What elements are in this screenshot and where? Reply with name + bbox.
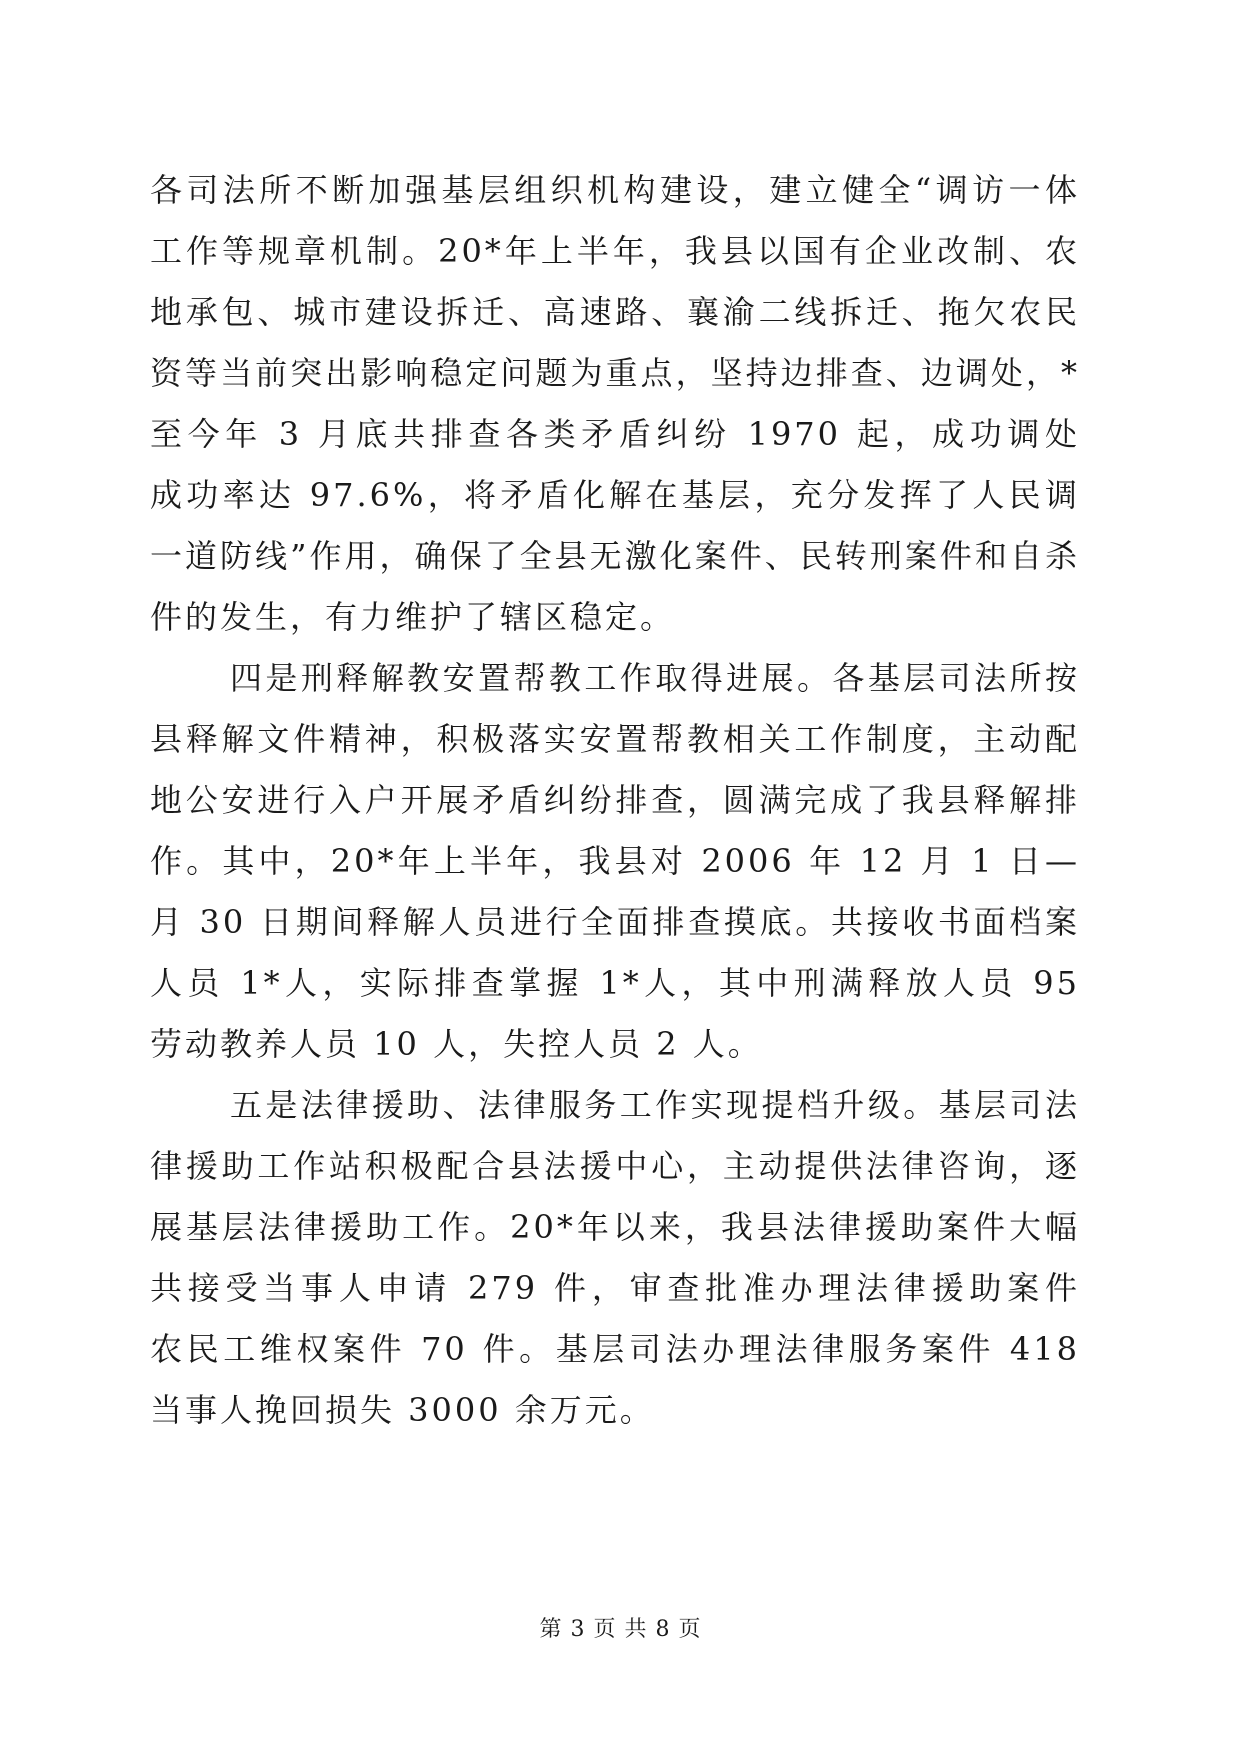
paragraph xyxy=(150,160,1080,648)
text-line: 成功率达 97.6%，将矛盾化解在基层，充分发挥了人民调 xyxy=(150,476,1080,514)
text-line: 五是法律援助、法律服务工作实现提档升级。基层司法 xyxy=(230,1086,1080,1124)
text-line: 工作等规章机制。20*年上半年，我县以国有企业改制、农 xyxy=(150,232,1080,270)
text-line: 地承包、城市建设拆迁、高速路、襄渝二线拆迁、拖欠农民 xyxy=(150,293,1080,331)
text-line: 展基层法律援助工作。20*年以来，我县法律援助案件大幅 xyxy=(150,1208,1080,1246)
text-line: 人员 1*人，实际排查掌握 1*人，其中刑满释放人员 95 xyxy=(150,964,1080,1002)
text-line: 当事人挽回损失 3000 余万元。 xyxy=(150,1391,655,1429)
text-line: 地公安进行入户开展矛盾纠纷排查，圆满完成了我县释解排 xyxy=(150,781,1080,819)
text-line: 各司法所不断加强基层组织机构建设，建立健全“调访一体 xyxy=(150,171,1080,209)
text-line: 作。其中，20*年上半年，我县对 2006 年 12 月 1 日— xyxy=(150,842,1080,880)
text-line: 资等当前突出影响稳定问题为重点，坚持边排查、边调处，* xyxy=(150,354,1080,392)
text-line: 四是刑释解教安置帮教工作取得进展。各基层司法所按 xyxy=(230,659,1080,697)
text-line: 月 30 日期间释解人员进行全面排查摸底。共接收书面档案 xyxy=(150,903,1080,941)
text-line: 农民工维权案件 70 件。基层司法办理法律服务案件 418 xyxy=(150,1330,1080,1368)
paragraph xyxy=(150,1075,1080,1441)
body-text xyxy=(150,160,1080,1441)
text-line: 至今年 3 月底共排查各类矛盾纠纷 1970 起，成功调处 xyxy=(150,415,1080,453)
page-number-footer: 第 3 页 共 8 页 xyxy=(539,1617,702,1642)
text-line: 律援助工作站积极配合县法援中心，主动提供法律咨询，逐 xyxy=(150,1147,1080,1185)
paragraph xyxy=(150,648,1080,1075)
text-line: 共接受当事人申请 279 件，审查批准办理法律援助案件 xyxy=(150,1269,1080,1307)
text-line: 县释解文件精神，积极落实安置帮教相关工作制度，主动配 xyxy=(150,720,1080,758)
text-line: 劳动教养人员 10 人，失控人员 2 人。 xyxy=(150,1025,763,1063)
text-line: 件的发生，有力维护了辖区稳定。 xyxy=(150,598,676,636)
text-line: 一道防线”作用，确保了全县无激化案件、民转刑案件和自杀 xyxy=(150,537,1080,575)
